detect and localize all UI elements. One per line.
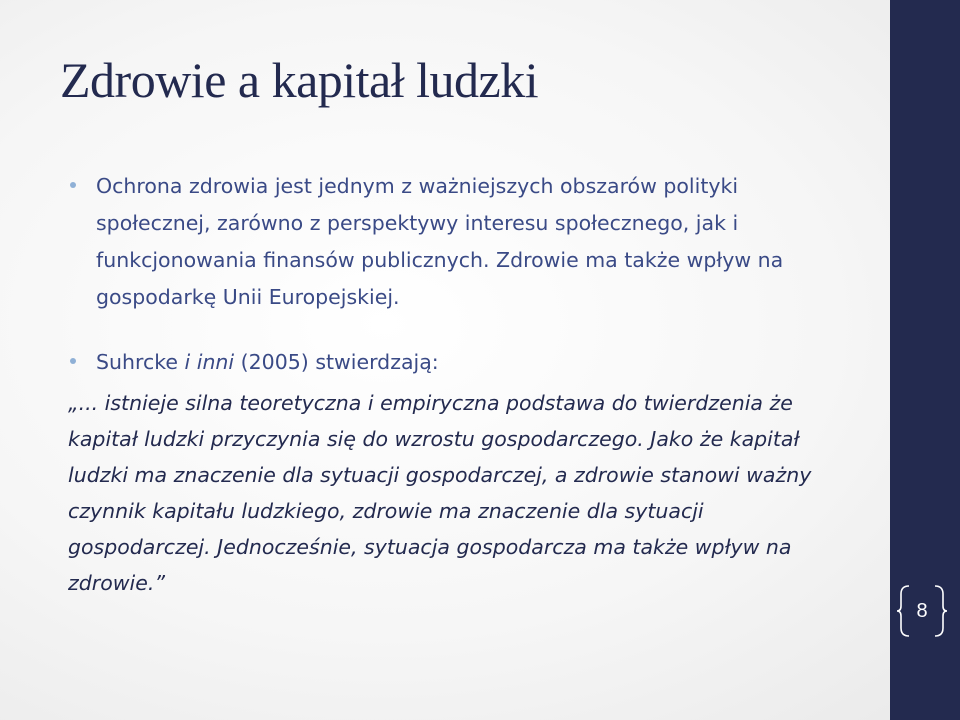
bullet-item bbox=[68, 168, 848, 316]
page-number: 8 bbox=[916, 599, 928, 622]
quote-text: „... istnieje silna teoretyczna i empiryczna podstawa do twierdzenia że kapitał ludzki przyczynia się do wzrostu gospodarczego. Jako że kapitał ludzki ma znaczenie dla sytuacji gospodarczej, a zdrowie stanowi ważny czynnik kapitału ludzkiego, zdrowie ma znaczenie dla sytuacji gospodarczej. Jednocześnie, sytuacja gospodarcza ma także wpływ na zdrowie.” bbox=[68, 391, 812, 595]
bullet-text: Ochrona zdrowia jest jednym z ważniejszych obszarów polityki społecznej, zarówno z perspektywy interesu społecznego, jak i funkcjonowania finansów publicznych. Zdrowie ma także wpływ na gospodarkę Unii Europejskiej. bbox=[96, 174, 784, 309]
page-number-badge bbox=[895, 582, 949, 640]
citation-author: Suhrcke bbox=[96, 350, 185, 374]
citation-italic: i inni bbox=[184, 350, 235, 374]
slide-title: Zdrowie a kapitał ludzki bbox=[60, 52, 539, 108]
slide-content bbox=[68, 168, 848, 601]
bullet-item-citation bbox=[68, 344, 848, 381]
citation-rest: (2005) stwierdzają: bbox=[234, 350, 439, 374]
bullet-dot-icon bbox=[70, 358, 76, 364]
bullet-dot-icon bbox=[70, 182, 76, 188]
